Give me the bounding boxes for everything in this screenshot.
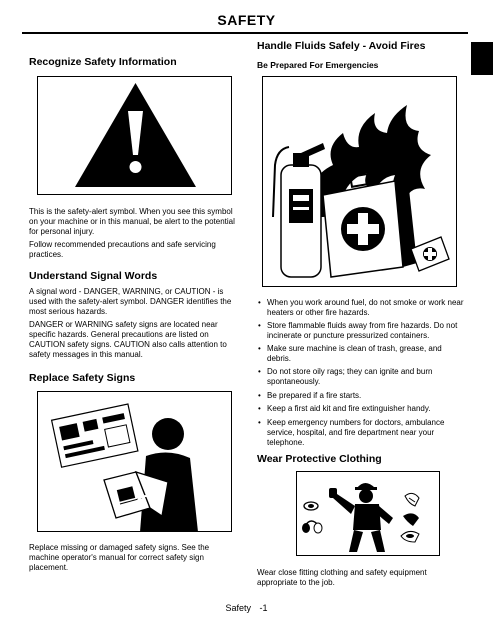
- title-rule: [22, 32, 468, 34]
- page-title: SAFETY: [217, 12, 276, 28]
- fluids-bullet-2: • Store flammable fluids away from fire hazards. Do not incinerate or puncture pressurized containers.: [257, 321, 467, 341]
- page-footer: [0, 603, 493, 613]
- fluids-bullet-3: • Make sure machine is clean of trash, grease, and debris.: [257, 344, 467, 364]
- signal-words-paragraph-2: DANGER or WARNING safety signs are located near specific hazards. General precautions are listed on CAUTION safety signs. CAUTION also calls attention to safety messages in this manual.: [29, 320, 227, 359]
- figure-safety-alert: [37, 76, 232, 195]
- replace-signs-paragraph-1: Replace missing or damaged safety signs. See the machine operator's manual for correct safety sign placement.: [29, 543, 210, 572]
- heading-replace-safety-signs: Replace Safety Signs: [29, 372, 136, 384]
- signal-words-paragraph-1: A signal word - DANGER, WARNING, or CAUTION - is used with the safety-alert symbol. DANGER identifies the most serious hazards.: [29, 287, 232, 316]
- heading-recognize-safety-information: Recognize Safety Information: [29, 56, 177, 68]
- footer-page-number: -1: [259, 603, 268, 613]
- fluids-bullet-7: • Keep emergency numbers for doctors, ambulance service, hospital, and fire department near your telephone.: [257, 418, 467, 448]
- figure-fire-kit: [262, 76, 457, 287]
- figure-safety-signs: [37, 391, 232, 532]
- fluids-bullet-6: • Keep a first aid kit and fire extinguisher handy.: [257, 404, 467, 414]
- protective-gear-icon: [297, 472, 441, 557]
- warning-triangle-icon: [38, 77, 233, 196]
- recognize-paragraph-1: This is the safety-alert symbol. When you see this symbol on your machine or in this manual, be alert to the potential for personal injury.: [29, 207, 235, 236]
- recognize-paragraph-2: Follow recommended precautions and safe servicing practices.: [29, 240, 216, 259]
- heading-understand-signal-words: Understand Signal Words: [29, 270, 158, 282]
- fluids-bullet-4: • Do not store oily rags; they can ignite and burn spontaneously.: [257, 367, 467, 387]
- fluids-bullet-1: • When you work around fuel, do not smoke or work near heaters or other fire hazards.: [257, 298, 467, 318]
- heading-handle-fluids-safely: Handle Fluids Safely - Avoid Fires: [257, 40, 426, 52]
- footer-section: Safety: [225, 603, 251, 613]
- fire-extinguisher-first-aid-icon: [263, 77, 458, 288]
- heading-wear-protective-clothing: Wear Protective Clothing: [257, 453, 382, 465]
- section-tab: [471, 42, 493, 75]
- person-reading-manual-icon: [38, 392, 233, 533]
- fluids-bullet-5: • Be prepared if a fire starts.: [257, 391, 467, 401]
- subheading-be-prepared: Be Prepared For Emergencies: [257, 60, 379, 70]
- figure-protective-clothing: [296, 471, 440, 556]
- clothing-paragraph-1: Wear close fitting clothing and safety equipment appropriate to the job.: [257, 568, 427, 587]
